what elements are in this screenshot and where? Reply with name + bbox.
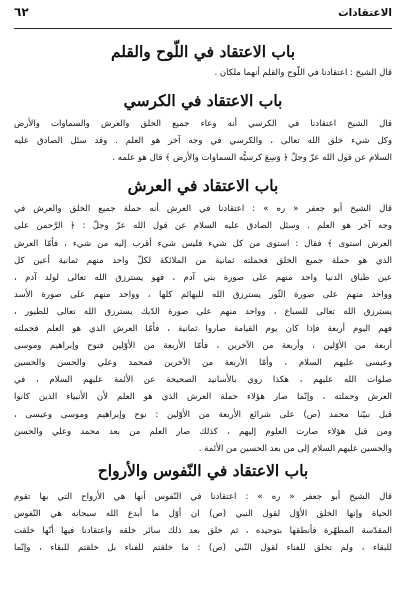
text-line: الحياة وإنها الخلق الأوّل لقول النبي (ص) ان أوّل ما أبدع الله سبحانه هي النّفوس (14, 508, 392, 519)
text-line: عين طباق الدنيا واحد منهم على صورة بني آدم ، فهو يسترزق الله تعالى لولد آدم ، (14, 272, 392, 283)
running-title: الاعتقادات (338, 7, 392, 19)
text-line: قال الشيخ أبو جعفر « ره » : اعتقادنا في العرش أنه حملة جميع الخلق والعرش في (14, 204, 392, 215)
text-line: صلوات الله عليهم ، هكذا روي بالأسانيد الصحيحة عن الأئمة عليهم السلام ، في (14, 375, 392, 386)
text-line: المقدّسة المطهّرة فأنطقها بتوحيده ، ثم خلق بعد ذلك سائر خلقه واعتقادنا فيها أنّها خلقت (14, 525, 392, 536)
text-line: العرش وحملته ، وإنّما صار هؤلاء حملة العرش الذي هو العلم لأن الأنبياء الذين كانوا (14, 392, 392, 403)
section-body-arsh (14, 201, 392, 457)
section-body-tablet-pen (14, 65, 392, 82)
text-line: العرش استوى ﴾ فقال : استوى من كل شيء فليس شيء أقرب إليه من شيء ، فأمّا العرش (14, 238, 392, 249)
text-line: ومن قبل هؤلاء صارت العلوم إليهم ، كذلك صار العلم من بعد محمد وعلي والحسن (14, 426, 392, 437)
text-line: أربعة من الأوّلين ، وأربعة من الآخرين ، فأمّا الأربعة من الأوّلين فنوح وإبراهيم وموسى (14, 341, 392, 352)
text-line: الذي هو حملة جميع الخلق فحملته ثمانية من الملائكة لكلّ واحد منهم ثمانية أعين كل (14, 255, 392, 266)
text-line: وعيسى عليهم السلام ، وأمّا الأربعة من الآخرين فمحمد وعلي والحسن والحسين (14, 358, 392, 369)
text-line: فهم اليوم أربعة فإذا كان يوم القيامة صاروا ثمانية ، فأمّا العرش الذي هو العلم فحملته (14, 324, 392, 335)
text-line: قال الشيخ أبو جعفر « ره » : اعتقادنا في النّفوس أنها هي الأرواح التي بها تقوم (14, 491, 392, 502)
section-title-kursi: باب الاعتقاد في الكرسي (123, 91, 283, 111)
page-number: ٦٢ (14, 5, 29, 19)
text-line: للبقاء ، ولم تخلق للفناء لقول النّبي (ص) : ما خلقتم للفناء بل خلقتم للبقاء ، وإنّما (14, 543, 392, 554)
text-line: وكل شيء خلق الله تعالى ، والكرسي في وجه آخر هو العلم . وقد سئل الصادق عليه (14, 136, 392, 147)
text-line: وواحد منهم على صورة الثّور يسترزق الله للبهائم كلها ، وواحد منهم على صورة الأسد (14, 289, 392, 300)
text-line: قال الشيخ : اعتقادنا في اللّوح والقلم أنهما ملكان . (214, 68, 392, 78)
page-header (14, 5, 392, 29)
section-title-arsh: باب الاعتقاد في العرش (127, 176, 279, 196)
text-line: السلام عن قول الله عزّ وجلّ ﴿ وَسِعَ كرسيُّه السماوات والأرض ﴾ قال هو علمه . (112, 153, 392, 164)
section-body-souls (14, 489, 392, 557)
text-line: والحسين عليهم السلام إلى من بعد الحسين من الأئمة . (198, 443, 392, 454)
text-line: يسترزق الله تعالى للسباع ، وواحد منهم على صورة الدّيك يسترزق الله تعالى للطيور ، (14, 306, 392, 317)
text-line: قال الشيخ اعتقادنا في الكرسي أنه وعاء جميع الخلق والعرش والسماوات والأرض (14, 119, 392, 130)
section-title-souls: باب الاعتقاد في النّفوس والأرواح (97, 460, 309, 480)
section-body-kursi (14, 116, 392, 167)
text-line: قبل نبيّنا محمد (ص) على شرائع الأربعة من الأوّلين : نوح وإبراهيم وموسى وعيسى ، (14, 409, 392, 420)
text-line: وجه آخر هو العلم . وسئل الصادق عليه السلام عن قول الله عزّ وجلّ : ﴿ الرَّحمن على (14, 221, 392, 232)
section-title-tablet-pen: باب الاعتقاد في اللّوح والقلم (110, 42, 296, 61)
